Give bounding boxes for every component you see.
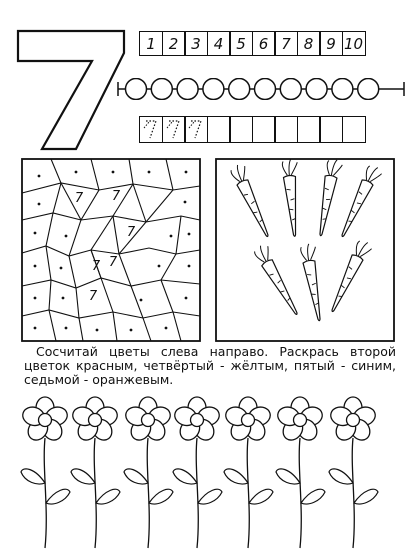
trace-cell[interactable] [184,116,208,143]
mosaic-dot [34,297,37,300]
flower-5[interactable] [223,397,273,548]
flower-1[interactable] [20,397,70,548]
flower-row [0,388,414,552]
mosaic-dot [65,327,68,330]
mosaic-dot [60,267,63,270]
trace-cell[interactable] [297,116,321,143]
mosaic-dot [34,327,37,330]
trace-cell[interactable] [252,116,276,143]
number-cell: 2 [162,31,186,56]
mosaic-dot [165,327,168,330]
number-cell: 3 [184,31,208,56]
mosaic-dot [65,235,68,238]
tracing-row [139,116,364,143]
mosaic-dot [38,203,41,206]
bead-row [116,78,406,100]
number-cell: 6 [252,31,276,56]
mosaic-dot [148,171,151,174]
flower-3[interactable] [123,397,173,548]
flower-7[interactable] [328,397,378,548]
trace-cell[interactable] [319,116,343,143]
number-cell: 9 [319,31,343,56]
number-cell: 10 [342,31,366,56]
mosaic-seven-mark: 7 [108,255,118,270]
mosaic-seven-mark: 7 [74,191,84,206]
flower-2[interactable] [70,397,120,548]
bead [306,79,327,100]
mosaic-dot [158,265,161,268]
mosaic-puzzle [21,158,201,342]
mosaic-dot [184,201,187,204]
flower-6[interactable] [275,397,325,548]
trace-cell[interactable] [342,116,366,143]
bead [332,79,353,100]
dotted-seven-icon [140,117,161,141]
mosaic-dot [140,299,143,302]
number-row [139,31,364,56]
mosaic-dot [96,329,99,332]
bead [280,79,301,100]
dotted-seven-icon [185,117,206,141]
number-cell: 1 [139,31,163,56]
mosaic-dot [112,171,115,174]
mosaic-dot [34,265,37,268]
mosaic-dot [188,233,191,236]
flower-4[interactable] [172,397,222,548]
bead [255,79,276,100]
mosaic-seven-mark: 7 [111,189,121,204]
trace-cell[interactable] [139,116,163,143]
bead [151,79,172,100]
trace-cell[interactable] [207,116,231,143]
mosaic-seven-mark: 7 [88,289,98,304]
task-instruction: Сосчитай цветы слева направо. Раскрась второй цветок красным, четвёртый - жёлтым, пятый - синим, седьмой - оранжевым. [24,344,396,387]
bead [177,79,198,100]
number-cell: 7 [274,31,298,56]
mosaic-seven-mark: 7 [91,259,101,274]
mosaic-dot [188,265,191,268]
mosaic-dot [75,171,78,174]
bead [229,79,250,100]
big-outline-seven [12,25,132,155]
mosaic-dot [185,171,188,174]
bead [126,79,147,100]
mosaic-dot [62,297,65,300]
trace-cell[interactable] [274,116,298,143]
mosaic-dot [38,175,41,178]
mosaic-dot [170,235,173,238]
mosaic-dot [185,297,188,300]
number-cell: 4 [207,31,231,56]
mosaic-seven-mark: 7 [126,225,136,240]
bead [203,79,224,100]
mosaic-dot [34,232,37,235]
number-cell: 5 [229,31,253,56]
mosaic-dot [130,329,133,332]
trace-cell[interactable] [162,116,186,143]
number-cell: 8 [297,31,321,56]
carrots-box [215,158,395,342]
bead [358,79,379,100]
dotted-seven-icon [163,117,184,141]
trace-cell[interactable] [229,116,253,143]
